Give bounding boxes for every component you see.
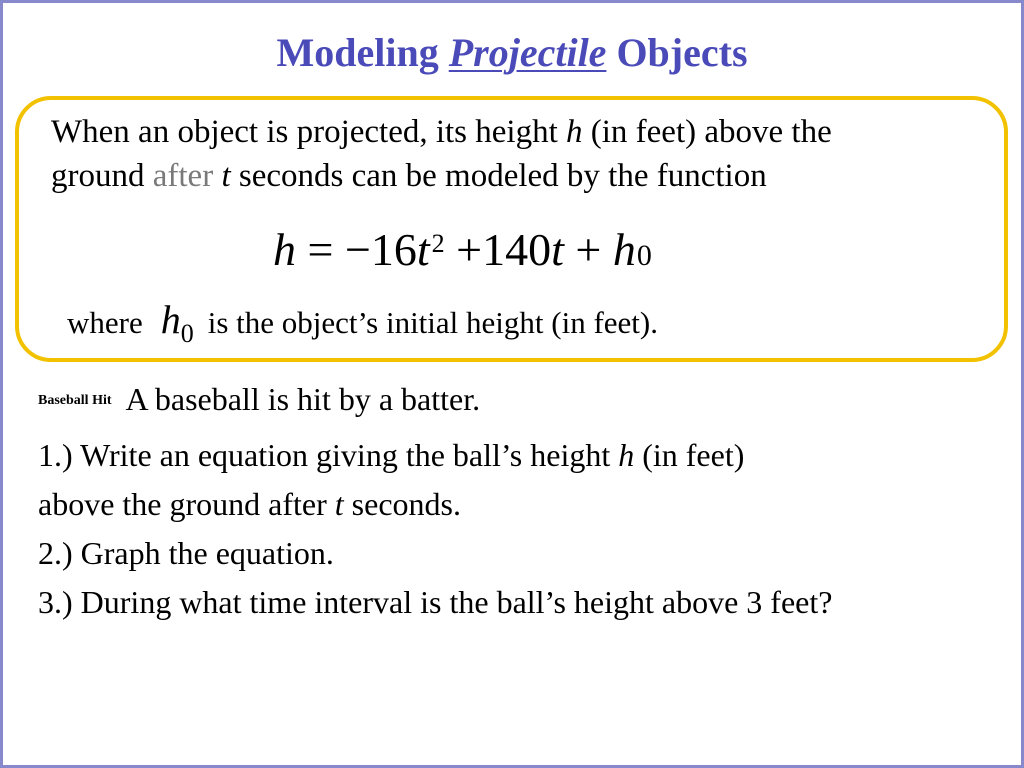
- title-part1: Modeling: [276, 30, 449, 75]
- question-1-var-h: h: [618, 437, 635, 473]
- variable-h: h: [566, 114, 583, 150]
- formula-coef: = −16: [296, 224, 417, 275]
- question-1-text-a: 1.) Write an equation giving the ball’s height: [38, 437, 619, 473]
- title-part2: Objects: [606, 30, 748, 75]
- question-2: 2.) Graph the equation.: [38, 535, 334, 571]
- formula-h0-subscript: 0: [636, 239, 652, 272]
- question-3: 3.) During what time interval is the ball’s height above 3 feet?: [38, 584, 833, 620]
- question-1-text-d: seconds.: [343, 486, 461, 522]
- where-line: [67, 297, 658, 354]
- variable-t: t: [221, 158, 231, 194]
- formula-plus: +: [563, 224, 613, 275]
- problem-tag: Baseball Hit: [38, 393, 112, 408]
- initial-height-symbol: [160, 297, 194, 348]
- height-formula: [273, 222, 652, 278]
- formula-h: h: [273, 224, 296, 275]
- question-1: [38, 431, 998, 529]
- title-emphasis: Projectile: [448, 30, 607, 75]
- problem-intro: A baseball is hit by a batter.: [125, 381, 481, 417]
- formula-h0: h: [612, 224, 636, 275]
- after-word: after: [152, 158, 214, 194]
- definition-text-3: ground: [51, 158, 153, 194]
- slide-title: [3, 29, 1021, 77]
- problem-block: [38, 375, 998, 627]
- formula-t-squared: t: [416, 224, 430, 275]
- question-1-text-b: (in feet): [634, 437, 745, 473]
- where-explanation: is the object’s initial height (in feet).: [207, 305, 658, 340]
- where-word: where: [67, 305, 143, 340]
- question-1-text-c: above the ground after: [38, 486, 335, 522]
- definition-text: [51, 110, 1001, 198]
- definition-text-4: seconds can be modeled by the function: [230, 158, 767, 194]
- problem-intro-line: [38, 375, 998, 431]
- h0-subscript: 0: [180, 319, 194, 348]
- h0-letter: h: [160, 297, 181, 342]
- formula-t: t: [551, 224, 564, 275]
- question-1-var-t: t: [334, 486, 344, 522]
- definition-text-2: (in feet) above the: [582, 114, 832, 150]
- formula-exponent: 2: [431, 229, 445, 258]
- formula-linear-coef: +140: [444, 224, 552, 275]
- definition-text-1: When an object is projected, its height: [51, 114, 567, 150]
- definition-callout: [15, 96, 1008, 362]
